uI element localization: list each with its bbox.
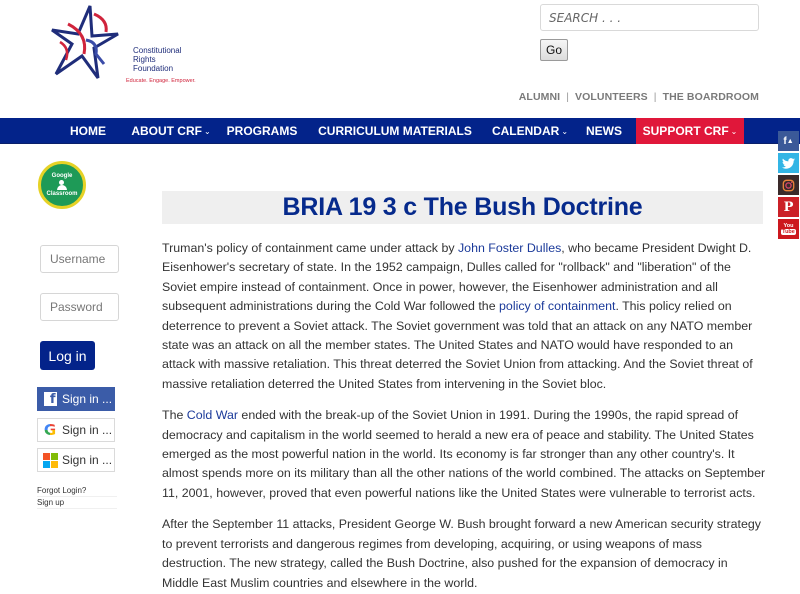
sign-up-link[interactable]: Sign up (37, 497, 117, 509)
logo-name (133, 46, 181, 73)
article-body (162, 239, 766, 594)
nav-calendar-label: CALENDAR (491, 124, 560, 138)
separator: | (653, 91, 657, 103)
gc-label-classroom: Classroom (46, 191, 78, 197)
instagram-icon[interactable] (778, 175, 799, 195)
youtube-icon[interactable]: You Tube (778, 219, 799, 239)
site-logo[interactable] (48, 4, 196, 84)
page-title: BRIA 19 3 c The Bush Doctrine (282, 193, 643, 221)
sso-label: Sign in ... (62, 453, 113, 467)
separator: | (566, 91, 570, 103)
password-field[interactable] (40, 293, 119, 321)
link-john-foster-dulles[interactable]: John Foster Dulles (457, 241, 562, 255)
chevron-down-icon: ⌄ (203, 127, 211, 136)
nav-news-label: NEWS (586, 124, 622, 138)
login-button[interactable]: Log in (40, 341, 95, 370)
link-cold-war[interactable]: Cold War (186, 408, 238, 423)
article-paragraph (162, 239, 766, 394)
utility-links (519, 91, 759, 103)
account-links (37, 485, 117, 509)
nav-curriculum-materials[interactable] (318, 118, 472, 144)
classroom-people-icon (55, 180, 69, 190)
microsoft-sign-in-button[interactable] (37, 448, 115, 472)
sso-label: Sign in ... (62, 423, 113, 437)
text: , who became President Dwight D. Eisenhower's secretary of state. In the 1952 campaign, Dulles called for "rollback" and "liberation" of the Soviet empire instead of containment. Once in power, however, the Eisenhower administration and all subsequent administrations during the Cold War followed the (162, 241, 752, 314)
page-title-bar (162, 191, 763, 224)
google-icon: G (43, 421, 57, 439)
logo-tagline: Educate. Engage. Empower. (126, 78, 196, 84)
main-nav (0, 118, 800, 144)
link-the-boardroom[interactable]: THE BOARDROOM (662, 91, 759, 103)
facebook-like-icon[interactable]: f ▲ (778, 131, 799, 151)
social-sidebar (778, 131, 800, 241)
logo-line-1: Constitutional (133, 46, 182, 55)
article-paragraph (162, 406, 766, 503)
gc-label-google: Google (51, 173, 73, 179)
microsoft-icon (38, 453, 62, 468)
google-classroom-badge[interactable] (38, 161, 86, 209)
nav-programs[interactable] (222, 118, 302, 144)
text: Truman's policy of containment came under attack by (162, 241, 458, 255)
nav-support-label: SUPPORT CRF (642, 124, 729, 138)
username-field[interactable] (40, 245, 119, 273)
google-sign-in-button[interactable] (37, 418, 115, 442)
link-alumni[interactable]: ALUMNI (518, 91, 561, 103)
nav-news[interactable] (580, 118, 628, 144)
crf-star-logo-icon (48, 4, 128, 84)
twitter-icon[interactable] (778, 153, 799, 173)
nav-about-crf[interactable] (128, 118, 214, 144)
link-volunteers[interactable]: VOLUNTEERS (575, 91, 648, 103)
forgot-login-link[interactable]: Forgot Login? (37, 485, 117, 497)
nav-home-label: HOME (70, 124, 106, 138)
text: ended with the break-up of the Soviet Union in 1991. During the 1990s, the rapid spread of democracy and capitalism in the world seemed to herald a new era of peace and stability. The United States emerged as the most powerful nation in the world. Its economy is far stronger than any other country's. It almost spends more on its military than all the other nations of the world combined. The attacks on September 11, 2001, however, proved that even powerful nations like the United States were vulnerable to terrorist acts. (162, 408, 766, 500)
text: The (162, 408, 187, 423)
chevron-down-icon: ⌄ (561, 127, 569, 136)
nav-home[interactable] (60, 118, 116, 144)
facebook-icon: f (38, 392, 62, 406)
nav-curriculum-label: CURRICULUM MATERIALS (318, 124, 472, 138)
sso-label: Sign in ... (62, 392, 113, 406)
nav-calendar[interactable] (490, 118, 570, 144)
link-policy-of-containment[interactable]: policy of containment (499, 299, 616, 314)
article-paragraph: After the September 11 attacks, President George W. Bush brought forward a new American security strategy to prevent terrorists and dangerous regimes from developing, acquiring, or using weapons of mass destruction. The new strategy, called the Bush Doctrine, also pushed for the expansion of democracy in Middle East Muslim countries and elsewhere in the world. (162, 517, 761, 590)
nav-programs-label: PROGRAMS (226, 124, 298, 138)
nav-support-crf[interactable] (636, 118, 744, 144)
logo-line-2: Rights (133, 55, 156, 64)
search-go-button[interactable]: Go (540, 39, 568, 61)
nav-about-label: ABOUT CRF (131, 124, 202, 138)
chevron-down-icon: ⌄ (730, 127, 738, 136)
facebook-sign-in-button[interactable] (37, 387, 115, 411)
logo-line-3: Foundation (133, 64, 174, 73)
search-input[interactable] (540, 4, 759, 31)
text: . This policy relied on deterrence to prevent a Soviet attack. The Soviet government was told that an attack on any NATO member state was an attack on all the member states. The United States and NATO would have responded to an attack with massive retaliation. This threat deterred the Soviet Union from attacking. And the Soviet threat of massive retaliation deterred the United States from intervening in the Soviet bloc. (162, 299, 753, 391)
pinterest-icon[interactable]: P (778, 197, 799, 217)
